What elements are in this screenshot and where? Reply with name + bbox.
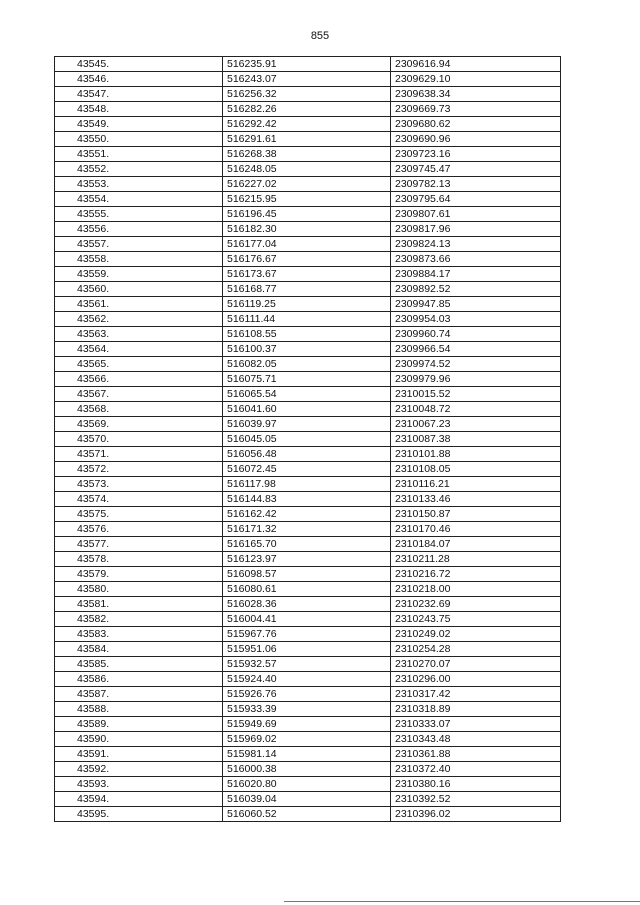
y-coordinate-cell: 2310116.21	[391, 477, 561, 492]
table-row	[55, 672, 561, 687]
table-body	[55, 57, 561, 822]
y-coordinate-cell: 2310318.89	[391, 702, 561, 717]
table-row	[55, 177, 561, 192]
point-number-cell: 43577.	[55, 537, 223, 552]
x-coordinate-cell: 516177.04	[223, 237, 391, 252]
table-row	[55, 432, 561, 447]
x-coordinate-cell: 516119.25	[223, 297, 391, 312]
x-coordinate-cell: 516004.41	[223, 612, 391, 627]
point-number-cell: 43567.	[55, 387, 223, 402]
point-number-cell: 43570.	[55, 432, 223, 447]
point-number-cell: 43550.	[55, 132, 223, 147]
table-row	[55, 627, 561, 642]
table-row	[55, 72, 561, 87]
point-number-cell: 43584.	[55, 642, 223, 657]
point-number-cell: 43595.	[55, 807, 223, 822]
x-coordinate-cell: 516039.97	[223, 417, 391, 432]
table-row	[55, 522, 561, 537]
table-row	[55, 552, 561, 567]
x-coordinate-cell: 516082.05	[223, 357, 391, 372]
x-coordinate-cell: 516171.32	[223, 522, 391, 537]
table-row	[55, 222, 561, 237]
x-coordinate-cell: 516065.54	[223, 387, 391, 402]
y-coordinate-cell: 2310243.75	[391, 612, 561, 627]
point-number-cell: 43563.	[55, 327, 223, 342]
y-coordinate-cell: 2310101.88	[391, 447, 561, 462]
x-coordinate-cell: 516215.95	[223, 192, 391, 207]
point-number-cell: 43580.	[55, 582, 223, 597]
table-row	[55, 417, 561, 432]
point-number-cell: 43592.	[55, 762, 223, 777]
point-number-cell: 43572.	[55, 462, 223, 477]
table-row	[55, 657, 561, 672]
table-row	[55, 642, 561, 657]
x-coordinate-cell: 516196.45	[223, 207, 391, 222]
table-row	[55, 717, 561, 732]
x-coordinate-cell: 516117.98	[223, 477, 391, 492]
table-row	[55, 102, 561, 117]
x-coordinate-cell: 516098.57	[223, 567, 391, 582]
y-coordinate-cell: 2309960.74	[391, 327, 561, 342]
table-row	[55, 537, 561, 552]
table-row	[55, 132, 561, 147]
table-row	[55, 597, 561, 612]
y-coordinate-cell: 2309782.13	[391, 177, 561, 192]
y-coordinate-cell: 2310015.52	[391, 387, 561, 402]
y-coordinate-cell: 2309966.54	[391, 342, 561, 357]
x-coordinate-cell: 516000.38	[223, 762, 391, 777]
y-coordinate-cell: 2310270.07	[391, 657, 561, 672]
y-coordinate-cell: 2309817.96	[391, 222, 561, 237]
coordinates-table	[54, 56, 561, 822]
x-coordinate-cell: 516123.97	[223, 552, 391, 567]
point-number-cell: 43581.	[55, 597, 223, 612]
x-coordinate-cell: 515924.40	[223, 672, 391, 687]
table-row	[55, 372, 561, 387]
x-coordinate-cell: 516292.42	[223, 117, 391, 132]
table-row	[55, 57, 561, 72]
point-number-cell: 43558.	[55, 252, 223, 267]
point-number-cell: 43583.	[55, 627, 223, 642]
x-coordinate-cell: 516165.70	[223, 537, 391, 552]
point-number-cell: 43582.	[55, 612, 223, 627]
y-coordinate-cell: 2309723.16	[391, 147, 561, 162]
y-coordinate-cell: 2309690.96	[391, 132, 561, 147]
x-coordinate-cell: 516162.42	[223, 507, 391, 522]
table-row	[55, 312, 561, 327]
x-coordinate-cell: 516176.67	[223, 252, 391, 267]
x-coordinate-cell: 515949.69	[223, 717, 391, 732]
point-number-cell: 43548.	[55, 102, 223, 117]
y-coordinate-cell: 2310216.72	[391, 567, 561, 582]
point-number-cell: 43578.	[55, 552, 223, 567]
y-coordinate-cell: 2310317.42	[391, 687, 561, 702]
x-coordinate-cell: 515967.76	[223, 627, 391, 642]
table-row	[55, 477, 561, 492]
y-coordinate-cell: 2310333.07	[391, 717, 561, 732]
point-number-cell: 43557.	[55, 237, 223, 252]
point-number-cell: 43589.	[55, 717, 223, 732]
x-coordinate-cell: 516080.61	[223, 582, 391, 597]
y-coordinate-cell: 2309795.64	[391, 192, 561, 207]
y-coordinate-cell: 2310067.23	[391, 417, 561, 432]
x-coordinate-cell: 516020.80	[223, 777, 391, 792]
y-coordinate-cell: 2310048.72	[391, 402, 561, 417]
point-number-cell: 43576.	[55, 522, 223, 537]
y-coordinate-cell: 2309954.03	[391, 312, 561, 327]
y-coordinate-cell: 2310211.28	[391, 552, 561, 567]
y-coordinate-cell: 2310150.87	[391, 507, 561, 522]
table-row	[55, 327, 561, 342]
point-number-cell: 43551.	[55, 147, 223, 162]
table-row	[55, 252, 561, 267]
x-coordinate-cell: 516282.26	[223, 102, 391, 117]
table-row	[55, 162, 561, 177]
point-number-cell: 43579.	[55, 567, 223, 582]
table-row	[55, 297, 561, 312]
point-number-cell: 43549.	[55, 117, 223, 132]
table-row	[55, 387, 561, 402]
table-row	[55, 762, 561, 777]
x-coordinate-cell: 516144.83	[223, 492, 391, 507]
table-row	[55, 342, 561, 357]
x-coordinate-cell: 516060.52	[223, 807, 391, 822]
point-number-cell: 43573.	[55, 477, 223, 492]
table-row	[55, 462, 561, 477]
page-number: 855	[310, 30, 330, 42]
point-number-cell: 43575.	[55, 507, 223, 522]
x-coordinate-cell: 515926.76	[223, 687, 391, 702]
table-row	[55, 567, 561, 582]
point-number-cell: 43574.	[55, 492, 223, 507]
point-number-cell: 43555.	[55, 207, 223, 222]
y-coordinate-cell: 2310087.38	[391, 432, 561, 447]
point-number-cell: 43565.	[55, 357, 223, 372]
x-coordinate-cell: 516235.91	[223, 57, 391, 72]
table-row	[55, 777, 561, 792]
table-row	[55, 207, 561, 222]
y-coordinate-cell: 2309616.94	[391, 57, 561, 72]
x-coordinate-cell: 515981.14	[223, 747, 391, 762]
point-number-cell: 43554.	[55, 192, 223, 207]
y-coordinate-cell: 2310254.28	[391, 642, 561, 657]
table-row	[55, 732, 561, 747]
y-coordinate-cell: 2309873.66	[391, 252, 561, 267]
y-coordinate-cell: 2310218.00	[391, 582, 561, 597]
point-number-cell: 43568.	[55, 402, 223, 417]
x-coordinate-cell: 515951.06	[223, 642, 391, 657]
point-number-cell: 43553.	[55, 177, 223, 192]
table-row	[55, 267, 561, 282]
y-coordinate-cell: 2309745.47	[391, 162, 561, 177]
table-row	[55, 807, 561, 822]
x-coordinate-cell: 515969.02	[223, 732, 391, 747]
table-row	[55, 792, 561, 807]
x-coordinate-cell: 516072.45	[223, 462, 391, 477]
y-coordinate-cell: 2310249.02	[391, 627, 561, 642]
point-number-cell: 43562.	[55, 312, 223, 327]
point-number-cell: 43561.	[55, 297, 223, 312]
x-coordinate-cell: 516039.04	[223, 792, 391, 807]
point-number-cell: 43590.	[55, 732, 223, 747]
y-coordinate-cell: 2310361.88	[391, 747, 561, 762]
y-coordinate-cell: 2309884.17	[391, 267, 561, 282]
y-coordinate-cell: 2310372.40	[391, 762, 561, 777]
table-row	[55, 87, 561, 102]
x-coordinate-cell: 516111.44	[223, 312, 391, 327]
point-number-cell: 43594.	[55, 792, 223, 807]
x-coordinate-cell: 516168.77	[223, 282, 391, 297]
table-row	[55, 582, 561, 597]
x-coordinate-cell: 516045.05	[223, 432, 391, 447]
x-coordinate-cell: 516268.38	[223, 147, 391, 162]
x-coordinate-cell: 516056.48	[223, 447, 391, 462]
table-row	[55, 507, 561, 522]
y-coordinate-cell: 2310296.00	[391, 672, 561, 687]
y-coordinate-cell: 2310380.16	[391, 777, 561, 792]
table-row	[55, 147, 561, 162]
y-coordinate-cell: 2309807.61	[391, 207, 561, 222]
y-coordinate-cell: 2309892.52	[391, 282, 561, 297]
table-row	[55, 237, 561, 252]
point-number-cell: 43564.	[55, 342, 223, 357]
y-coordinate-cell: 2310343.48	[391, 732, 561, 747]
table-row	[55, 447, 561, 462]
y-coordinate-cell: 2309947.85	[391, 297, 561, 312]
table-row	[55, 282, 561, 297]
point-number-cell: 43571.	[55, 447, 223, 462]
point-number-cell: 43547.	[55, 87, 223, 102]
x-coordinate-cell: 516100.37	[223, 342, 391, 357]
x-coordinate-cell: 516182.30	[223, 222, 391, 237]
y-coordinate-cell: 2310133.46	[391, 492, 561, 507]
footer-divider	[284, 901, 640, 902]
x-coordinate-cell: 515933.39	[223, 702, 391, 717]
point-number-cell: 43588.	[55, 702, 223, 717]
x-coordinate-cell: 516041.60	[223, 402, 391, 417]
y-coordinate-cell: 2310392.52	[391, 792, 561, 807]
y-coordinate-cell: 2310108.05	[391, 462, 561, 477]
x-coordinate-cell: 516028.36	[223, 597, 391, 612]
point-number-cell: 43545.	[55, 57, 223, 72]
y-coordinate-cell: 2309638.34	[391, 87, 561, 102]
x-coordinate-cell: 516256.32	[223, 87, 391, 102]
x-coordinate-cell: 516173.67	[223, 267, 391, 282]
y-coordinate-cell: 2309979.96	[391, 372, 561, 387]
x-coordinate-cell: 516291.61	[223, 132, 391, 147]
y-coordinate-cell: 2310170.46	[391, 522, 561, 537]
y-coordinate-cell: 2310184.07	[391, 537, 561, 552]
y-coordinate-cell: 2309669.73	[391, 102, 561, 117]
y-coordinate-cell: 2309824.13	[391, 237, 561, 252]
table-row	[55, 117, 561, 132]
point-number-cell: 43569.	[55, 417, 223, 432]
y-coordinate-cell: 2309629.10	[391, 72, 561, 87]
table-row	[55, 192, 561, 207]
table-row	[55, 492, 561, 507]
point-number-cell: 43560.	[55, 282, 223, 297]
table-row	[55, 612, 561, 627]
x-coordinate-cell: 516075.71	[223, 372, 391, 387]
x-coordinate-cell: 516108.55	[223, 327, 391, 342]
table-row	[55, 357, 561, 372]
point-number-cell: 43546.	[55, 72, 223, 87]
x-coordinate-cell: 516243.07	[223, 72, 391, 87]
y-coordinate-cell: 2309974.52	[391, 357, 561, 372]
table-row	[55, 402, 561, 417]
y-coordinate-cell: 2310232.69	[391, 597, 561, 612]
point-number-cell: 43559.	[55, 267, 223, 282]
y-coordinate-cell: 2310396.02	[391, 807, 561, 822]
table-row	[55, 702, 561, 717]
point-number-cell: 43593.	[55, 777, 223, 792]
point-number-cell: 43586.	[55, 672, 223, 687]
point-number-cell: 43556.	[55, 222, 223, 237]
table-row	[55, 687, 561, 702]
point-number-cell: 43587.	[55, 687, 223, 702]
point-number-cell: 43566.	[55, 372, 223, 387]
x-coordinate-cell: 516248.05	[223, 162, 391, 177]
point-number-cell: 43591.	[55, 747, 223, 762]
y-coordinate-cell: 2309680.62	[391, 117, 561, 132]
point-number-cell: 43552.	[55, 162, 223, 177]
point-number-cell: 43585.	[55, 657, 223, 672]
x-coordinate-cell: 516227.02	[223, 177, 391, 192]
x-coordinate-cell: 515932.57	[223, 657, 391, 672]
table-row	[55, 747, 561, 762]
